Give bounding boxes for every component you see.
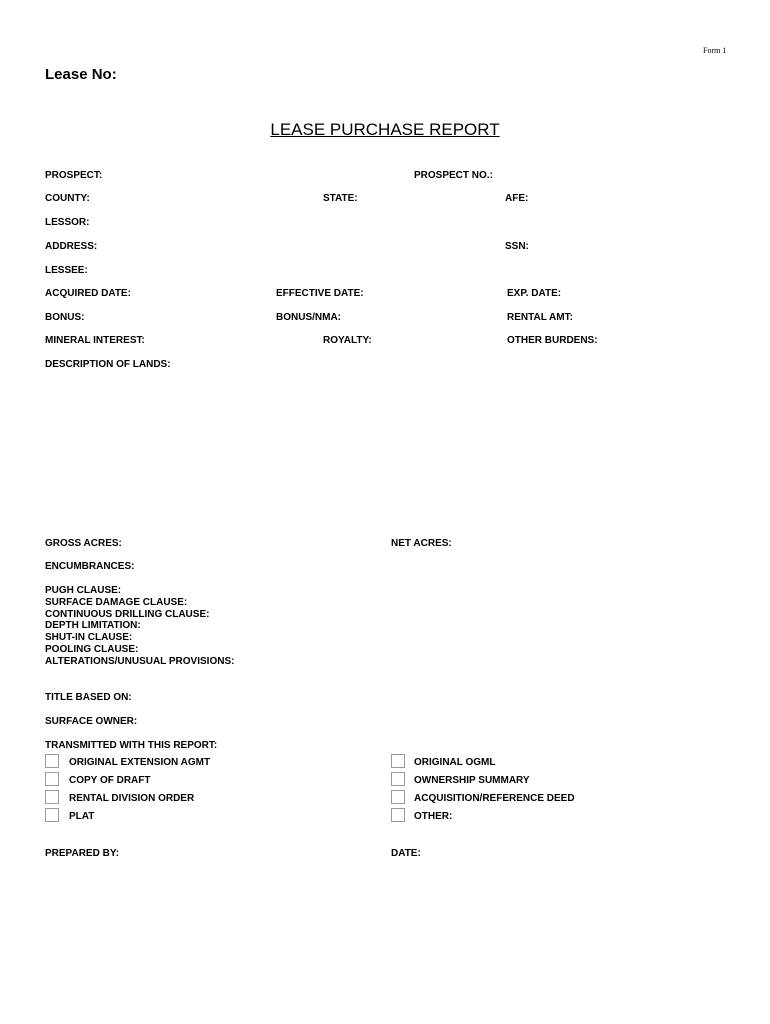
description-of-lands-label: DESCRIPTION OF LANDS:	[45, 359, 171, 370]
ssn-label: SSN:	[505, 241, 529, 252]
bonus-label: BONUS:	[45, 312, 85, 323]
clause-item: CONTINUOUS DRILLING CLAUSE:	[45, 608, 210, 620]
checklist-label: RENTAL DIVISION ORDER	[69, 793, 195, 804]
checkbox-ownership-summary[interactable]	[391, 772, 405, 786]
mineral-interest-label: MINERAL INTEREST:	[45, 335, 145, 346]
gross-acres-label: GROSS ACRES:	[45, 538, 122, 549]
effective-date-label: EFFECTIVE DATE:	[276, 288, 364, 299]
other-burdens-label: OTHER BURDENS:	[507, 335, 598, 346]
checklist-label: COPY OF DRAFT	[69, 775, 151, 786]
clause-item: ALTERATIONS/UNUSUAL PROVISIONS:	[45, 655, 235, 667]
checklist-label: OTHER:	[414, 811, 453, 822]
clause-item: POOLING CLAUSE:	[45, 643, 139, 655]
checklist-label: ORIGINAL OGML	[414, 757, 496, 768]
checkbox-other[interactable]	[391, 808, 405, 822]
lessor-label: LESSOR:	[45, 217, 90, 228]
rental-amt-label: RENTAL AMT:	[507, 312, 573, 323]
checklist-label: ORIGINAL EXTENSION AGMT	[69, 757, 211, 768]
net-acres-label: NET ACRES:	[391, 538, 452, 549]
state-label: STATE:	[323, 193, 358, 204]
exp-date-label: EXP. DATE:	[507, 288, 562, 299]
date-label: DATE:	[391, 848, 421, 859]
encumbrances-label: ENCUMBRANCES:	[45, 561, 135, 572]
checklist-label: OWNERSHIP SUMMARY	[414, 775, 530, 786]
checklist-label: ACQUISITION/REFERENCE DEED	[414, 793, 575, 804]
prospect-no-label: PROSPECT NO.:	[414, 170, 493, 181]
afe-label: AFE:	[505, 193, 529, 204]
clause-item: PUGH CLAUSE:	[45, 585, 122, 596]
report-title: LEASE PURCHASE REPORT	[270, 120, 500, 139]
lease-no-label: Lease No:	[45, 66, 117, 83]
form-number: Form 1	[703, 46, 727, 55]
royalty-label: ROYALTY:	[323, 335, 372, 346]
checkbox-acquisition-reference-deed[interactable]	[391, 790, 405, 804]
address-label: ADDRESS:	[45, 241, 98, 252]
bonus-nma-label: BONUS/NMA:	[276, 312, 341, 323]
clause-item: SURFACE DAMAGE CLAUSE:	[45, 596, 188, 608]
clauses-list	[45, 585, 234, 668]
prospect-label: PROSPECT:	[45, 170, 103, 181]
title-based-on-label: TITLE BASED ON:	[45, 692, 132, 703]
clause-item: DEPTH LIMITATION:	[45, 620, 141, 632]
checkbox-original-ogml[interactable]	[391, 754, 405, 768]
checkbox-rental-division-order[interactable]	[45, 790, 59, 804]
checkbox-original-extension-agmt[interactable]	[45, 754, 59, 768]
acquired-date-label: ACQUIRED DATE:	[45, 288, 131, 299]
checklist-label: PLAT	[69, 811, 95, 822]
prepared-by-label: PREPARED BY:	[45, 848, 120, 859]
checkbox-copy-of-draft[interactable]	[45, 772, 59, 786]
clause-item: SHUT-IN CLAUSE:	[45, 632, 133, 644]
county-label: COUNTY:	[45, 193, 90, 204]
checkbox-plat[interactable]	[45, 808, 59, 822]
surface-owner-label: SURFACE OWNER:	[45, 716, 138, 727]
transmitted-label: TRANSMITTED WITH THIS REPORT:	[45, 740, 218, 751]
lessee-label: LESSEE:	[45, 265, 88, 276]
